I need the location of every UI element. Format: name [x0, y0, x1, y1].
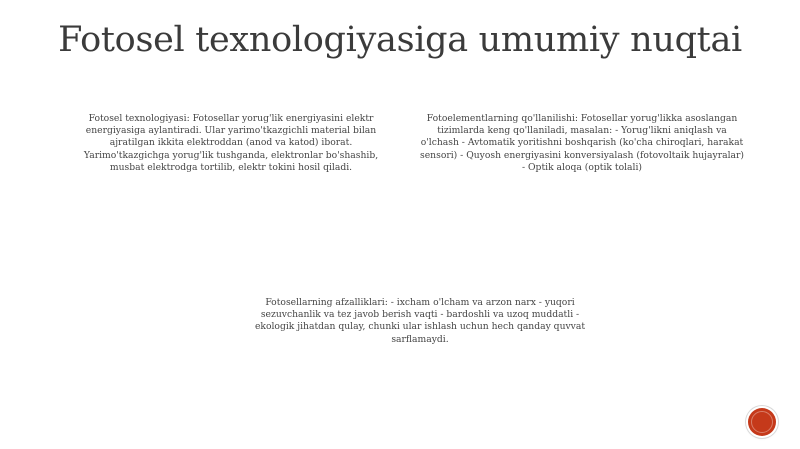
next-slide-circle-icon: [751, 411, 773, 433]
text-box-fotosel-texnologiyasi: Fotosel texnologiyasi: Fotosellar yorug'lik energiyasini elektr energiyasiga aylantiradi. Ular yarimo'tkazgichli material bilan ajratilgan ikkita elektroddan (anod va katod) iborat. Yarimo'tkazgichga yorug'lik tushganda, elektronlar bo'shashib, musbat elektrodga tortilib, elektr tokini hosil qiladi.: [83, 113, 379, 173]
next-slide-button[interactable]: [748, 408, 776, 436]
text-box-qollanilishi: Fotoelementlarning qo'llanilishi: Fotosellar yorug'likka asoslangan tizimlarda keng qo'llaniladi, masalan: - Yorug'likni aniqlash va o'lchash - Avtomatik yoritishni boshqarish (ko'cha chiroqlari, harakat sensori) - Quyosh energiyasini konversiyalash (fotovoltaik hujayralar) - Optik aloqa (optik tolali): [420, 113, 744, 173]
slide-title: Fotosel texnologiyasiga umumiy nuqtai: [58, 20, 742, 60]
text-box-afzalliklari: Fotosellarning afzalliklari: - ixcham o'lcham va arzon narx - yuqori sezuvchanlik va tez javob berish vaqti - bardoshli va uzoq muddatli - ekologik jihatdan qulay, chunki ular ishlash uchun hech qanday quvvat sarflamaydi.: [254, 297, 586, 345]
